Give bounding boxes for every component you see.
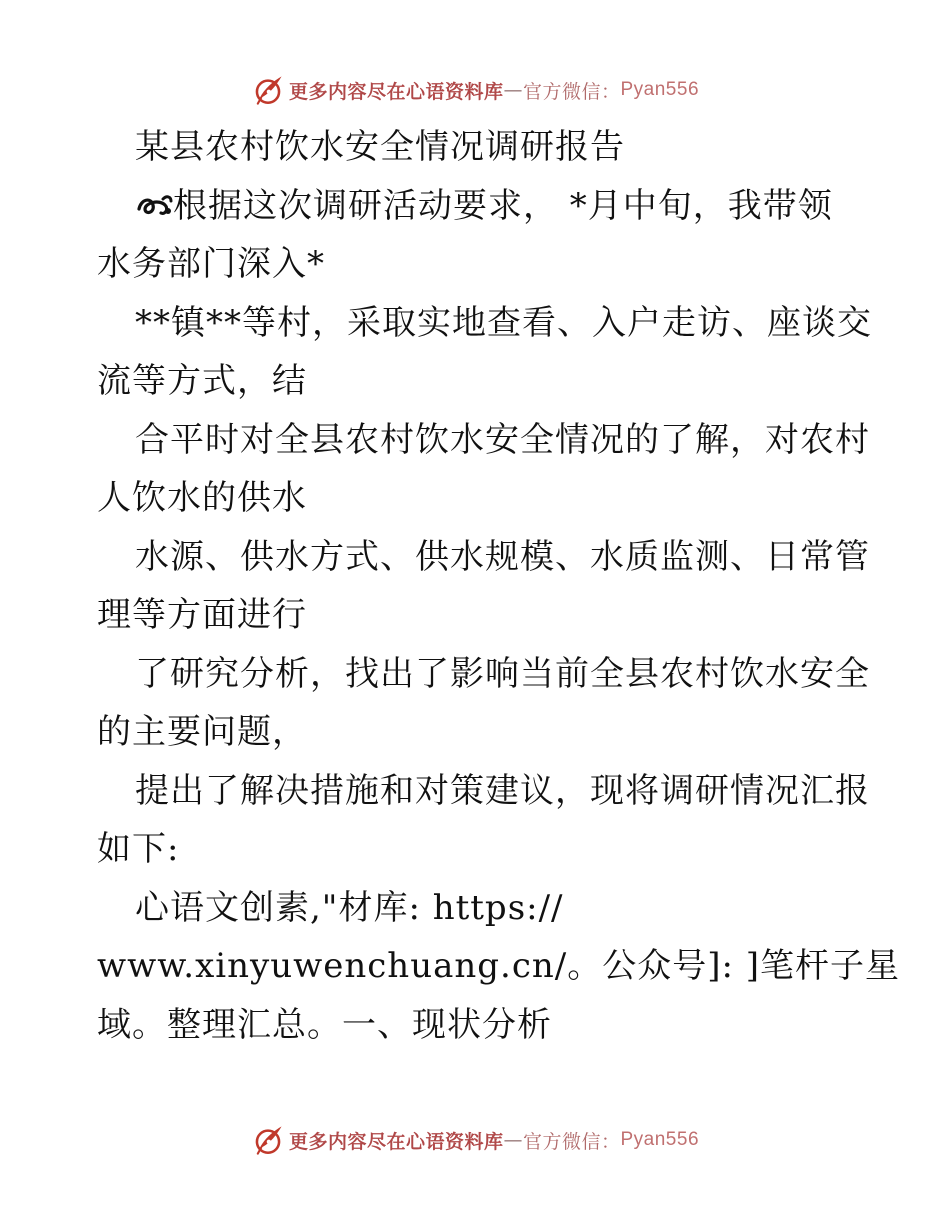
- document-body: [97, 118, 901, 1054]
- banner-wechat-id: Pyan556: [620, 79, 700, 100]
- paragraph-line: www.xinyuwenchuang.cn/。公众号]: ]笔杆子星: [97, 946, 901, 986]
- banner-wechat-id: Pyan556: [620, 1129, 700, 1150]
- footer-banner: [0, 1120, 950, 1160]
- banner-dash: —: [503, 79, 523, 101]
- paragraph-line: 水务部门深入*: [97, 244, 325, 284]
- paragraph-line: 理等方面进行: [97, 595, 307, 635]
- paragraph-text: 根据这次调研活动要求， *月中旬，我带领: [173, 185, 833, 226]
- paragraph-line: 如下:: [97, 829, 180, 869]
- banner-brand: 更多内容尽在心语资料库: [288, 80, 504, 103]
- header-banner: [0, 70, 950, 110]
- banner-wechat-label: 官方微信：: [522, 1130, 621, 1153]
- paragraph-line: 提出了解决措施和对策建议，现将调研情况汇报: [135, 770, 870, 811]
- banner-wechat-label: 官方微信：: [522, 80, 621, 103]
- paragraph-line: 人饮水的供水: [97, 478, 307, 518]
- paragraph-line: 水源、供水方式、供水规模、水质监测、日常管: [135, 536, 870, 577]
- paragraph-line: [97, 177, 857, 236]
- paragraph-line: 的主要问题，: [97, 712, 307, 752]
- paragraph-line: 流等方式，结: [97, 361, 307, 401]
- paragraph-line: **镇**等村，采取实地查看、入户走访、座谈交: [135, 302, 872, 343]
- flourish-icon: [135, 187, 175, 221]
- feather-pen-icon: [251, 73, 285, 107]
- banner-dash: —: [503, 1129, 523, 1151]
- paragraph-line: 域。整理汇总。一、现状分析: [97, 1004, 552, 1045]
- paragraph-line: 了研究分析，找出了影响当前全县农村饮水安全: [135, 653, 870, 694]
- document-title: 某县农村饮水安全情况调研报告: [135, 127, 625, 167]
- banner-brand: 更多内容尽在心语资料库: [288, 1130, 504, 1153]
- paragraph-line: 心语文创素,"材库: https://: [135, 887, 564, 928]
- paragraph-line: 合平时对全县农村饮水安全情况的了解，对农村: [135, 419, 870, 460]
- feather-pen-icon: [251, 1123, 285, 1157]
